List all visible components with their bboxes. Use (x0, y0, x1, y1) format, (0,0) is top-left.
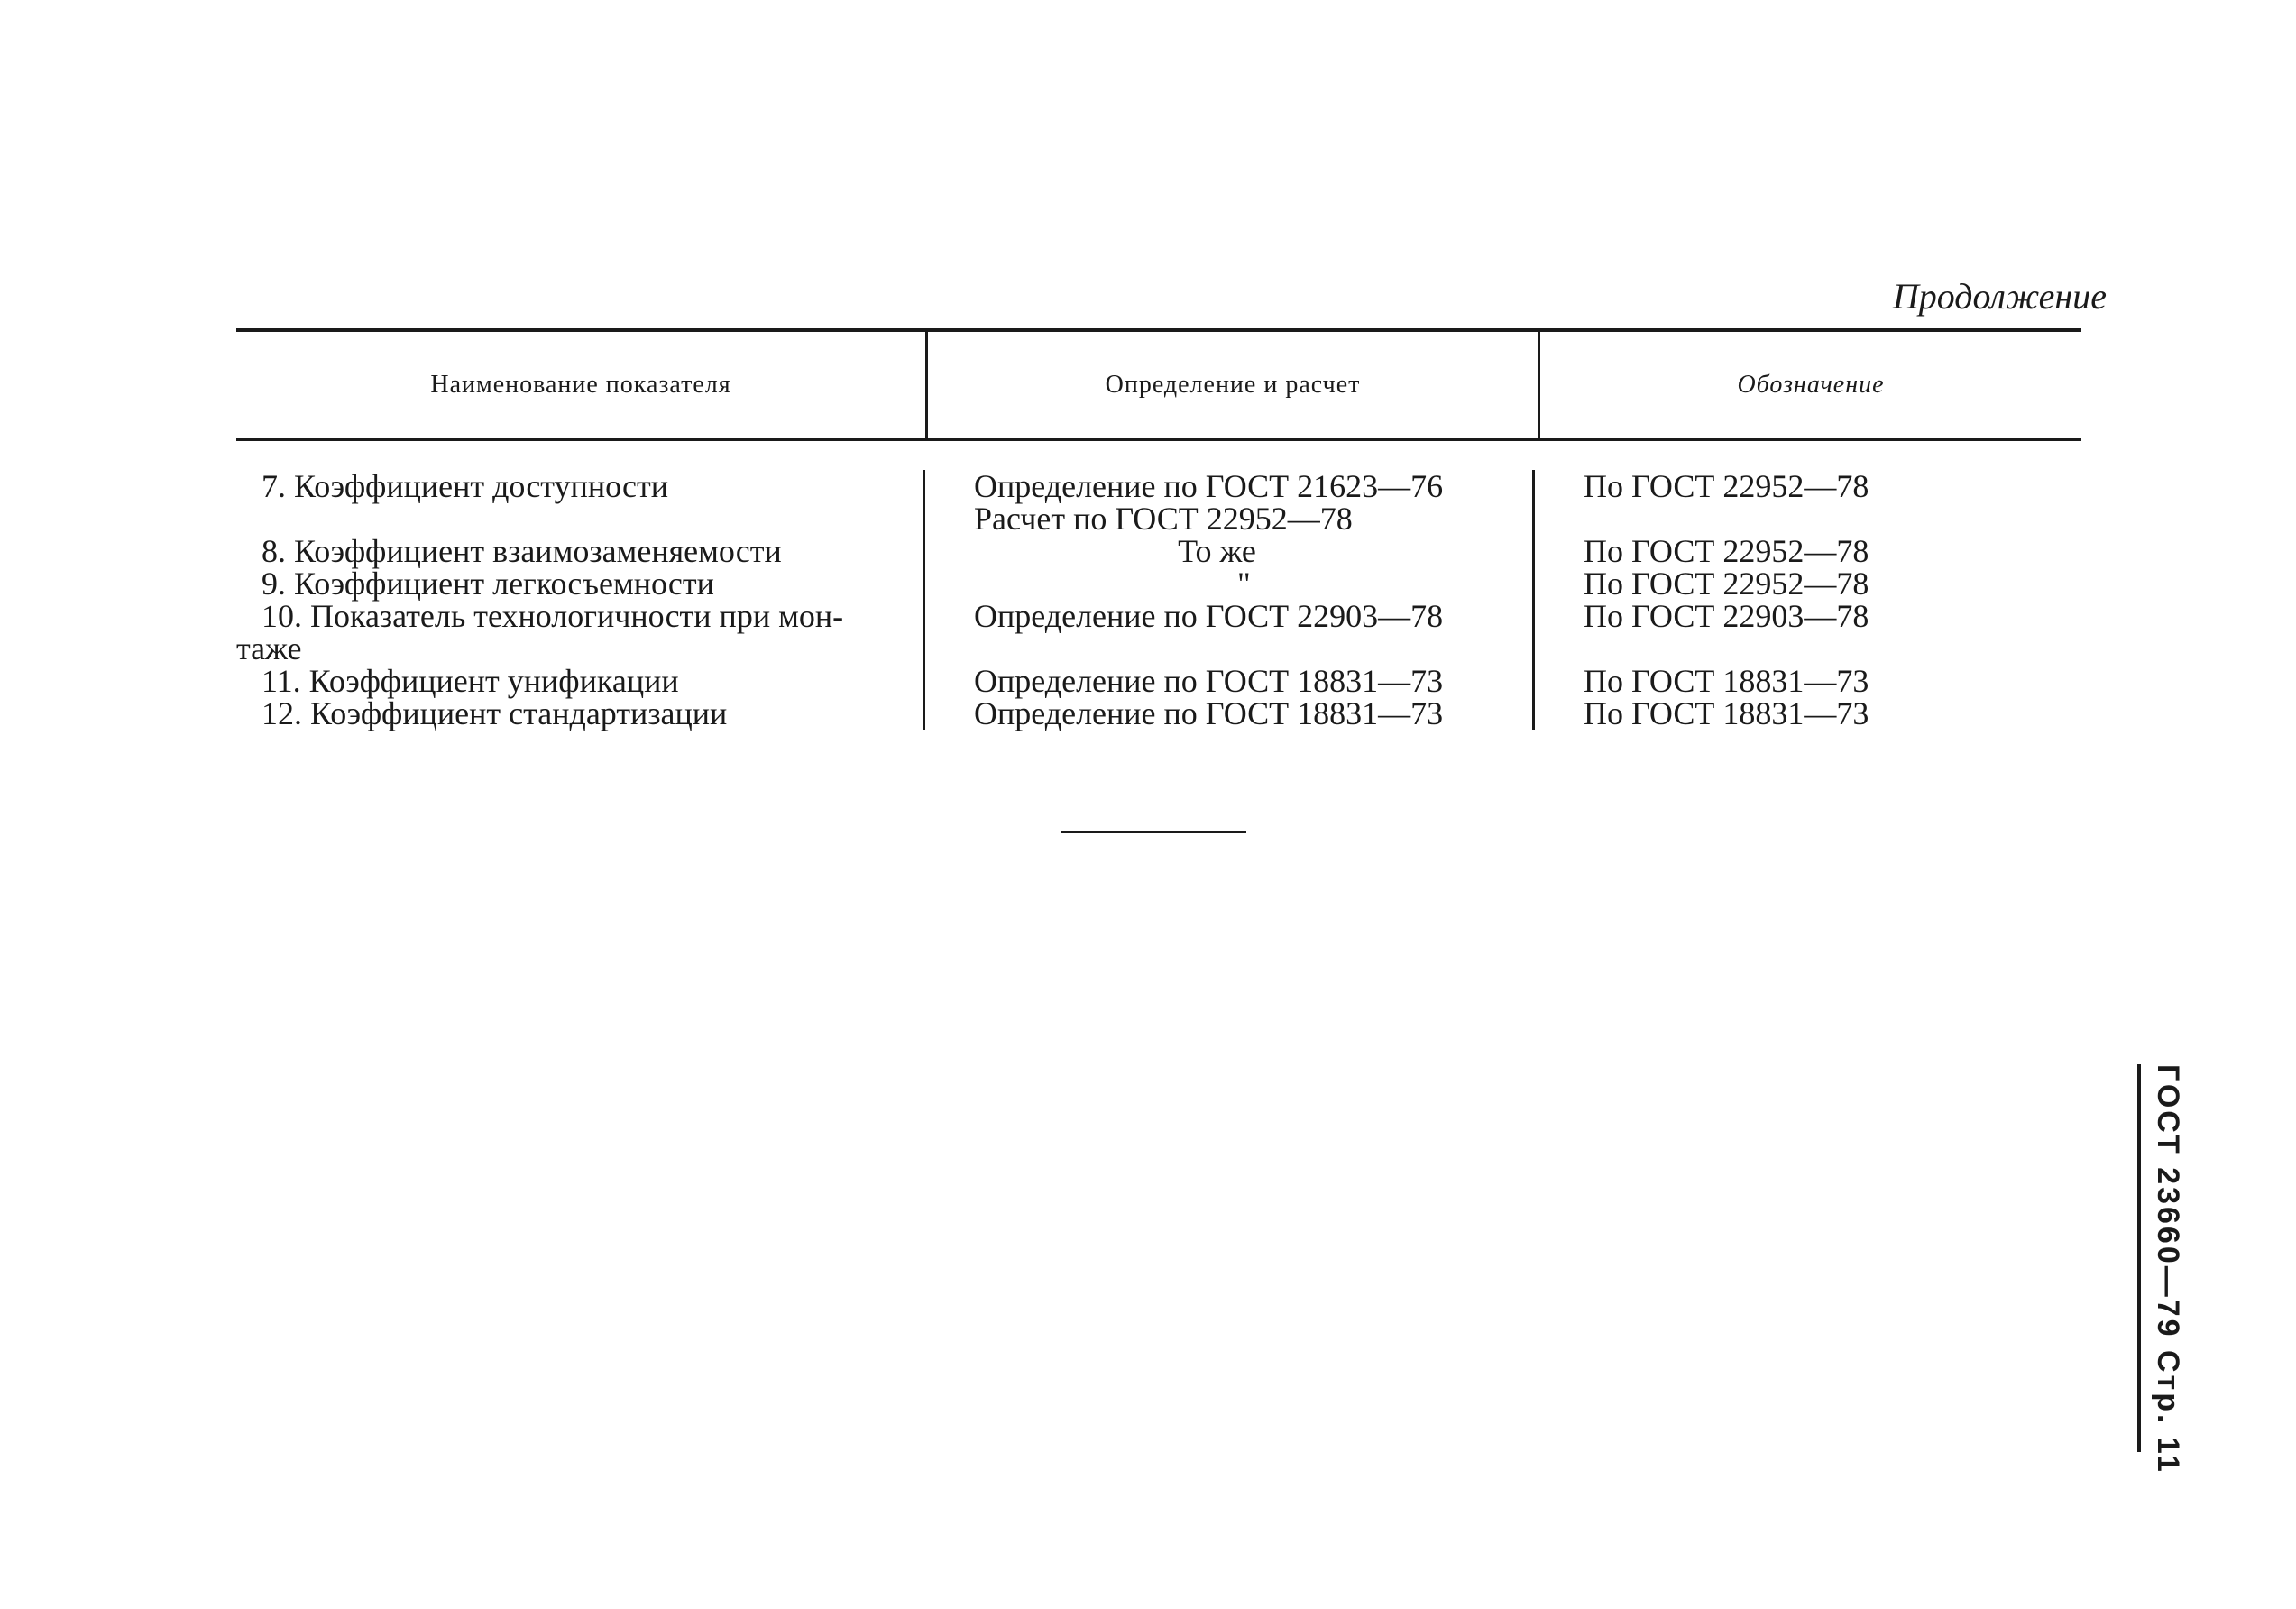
row-8-designation: По ГОСТ 22952—78 (1584, 533, 1869, 569)
row-9-designation: По ГОСТ 22952—78 (1584, 565, 1869, 602)
page-side-label (2137, 1064, 2185, 1475)
column-designation (1535, 470, 2081, 730)
row-9-definition: " (1237, 565, 1251, 602)
column-name (236, 470, 925, 730)
standard-and-page-number: ГОСТ 23660—79 Стр. 11 (2151, 1064, 2185, 1475)
row-10-name-continuation: таже (236, 630, 302, 667)
row-7-name: 7. Коэффициент доступности (262, 468, 668, 504)
row-7-designation: По ГОСТ 22952—78 (1584, 468, 1869, 504)
table-body (236, 441, 2081, 730)
row-11-designation: По ГОСТ 18831—73 (1584, 663, 1869, 699)
row-12-definition: Определение по ГОСТ 18831—73 (974, 695, 1444, 731)
column-definition (925, 470, 1535, 730)
row-12-designation: По ГОСТ 18831—73 (1584, 695, 1869, 731)
row-9-name: 9. Коэффициент легкосъемности (262, 565, 714, 602)
indicators-table (236, 328, 2081, 730)
column-header-designation: Обозначение (1737, 371, 1885, 399)
continuation-note: Продолжение (1892, 276, 2107, 317)
side-label-rule (2137, 1064, 2141, 1452)
row-10-definition-spacer (974, 632, 1532, 665)
row-7-name-spacer (262, 502, 923, 535)
row-10-designation-spacer (1584, 632, 2081, 665)
row-10-name: 10. Показатель технологичности при мон- (262, 598, 844, 634)
row-12-name: 12. Коэффициент стандартизации (262, 695, 728, 731)
row-10-designation: По ГОСТ 22903—78 (1584, 598, 1869, 634)
row-8-definition: То же (1178, 533, 1256, 569)
row-7-designation-spacer (1584, 502, 2081, 535)
table-header (236, 332, 2081, 438)
row-10-definition: Определение по ГОСТ 22903—78 (974, 598, 1444, 634)
column-header-definition: Определение и расчет (928, 332, 1540, 438)
row-11-definition: Определение по ГОСТ 18831—73 (974, 663, 1444, 699)
row-11-name: 11. Коэффициент унификации (262, 663, 679, 699)
row-8-name: 8. Коэффициент взаимозаменяемости (262, 533, 782, 569)
row-7-definition: Определение по ГОСТ 21623—76 (974, 468, 1444, 504)
end-of-table-rule (1061, 831, 1246, 833)
column-header-name: Наименование показателя (236, 332, 928, 438)
row-7-calculation: Расчет по ГОСТ 22952—78 (974, 501, 1353, 537)
